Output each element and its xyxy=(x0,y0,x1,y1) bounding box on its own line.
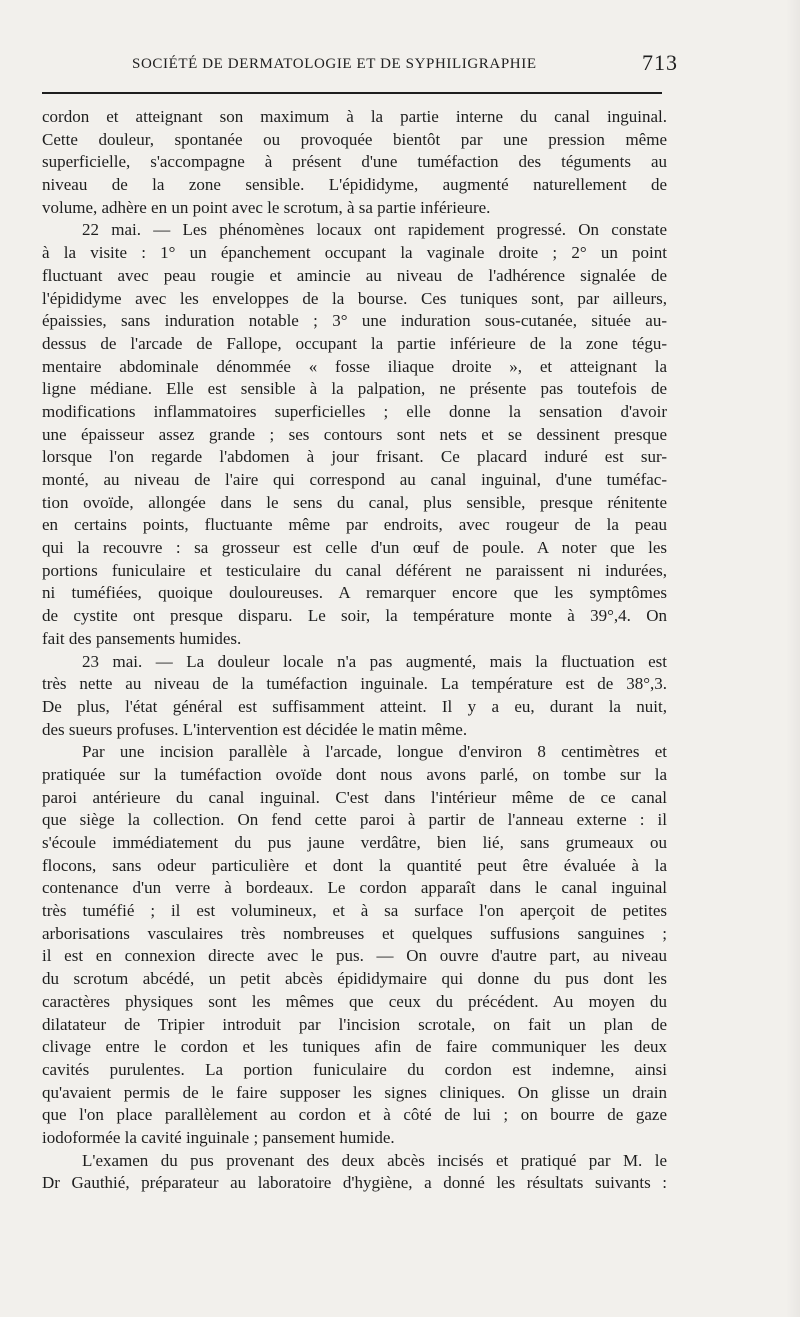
text-line: dessus de l'arcade de Fallope, occupant la partie inférieure de la zone tégu- xyxy=(42,333,667,353)
header-rule xyxy=(42,92,662,94)
text-line: cavités purulentes. La portion funiculaire du cordon est indemne, ainsi xyxy=(42,1059,667,1079)
text-line: ligne médiane. Elle est sensible à la palpation, ne présente pas toutefois de xyxy=(42,379,667,399)
text-line: iodoformée la cavité inguinale ; pansement humide. xyxy=(42,1127,395,1147)
text-line: modifications inflammatoires superficielles ; elle donne la sensation d'avoir xyxy=(42,401,667,421)
text-line: 22 mai. — Les phénomènes locaux ont rapidement progressé. On constate xyxy=(82,220,667,240)
text-line: volume, adhère en un point avec le scrotum, à sa partie inférieure. xyxy=(42,197,491,217)
text-line: épaissies, sans induration notable ; 3° une induration sous-cutanée, située au- xyxy=(42,311,667,331)
text-line: l'épididyme avec les enveloppes de la bourse. Ces tuniques sont, par ailleurs, xyxy=(42,288,667,308)
text-line: superficielle, s'accompagne à présent d'une tuméfaction des téguments au xyxy=(42,152,667,172)
text-line: L'examen du pus provenant des deux abcès incisés et pratiqué par M. le xyxy=(82,1150,667,1170)
text-line: fait des pansements humides. xyxy=(42,628,242,648)
text-line: caractères physiques sont les mêmes que ceux du précédent. Au moyen du xyxy=(42,991,667,1011)
text-line: dilatateur de Tripier introduit par l'incision scrotale, on fait un plan de xyxy=(42,1014,667,1034)
page-edge-shadow xyxy=(786,0,800,1317)
text-line: s'écoule immédiatement du pus jaune verdâtre, bien lié, sans grumeaux ou xyxy=(42,833,667,852)
text-line: monté, au niveau de l'aire qui correspond au canal inguinal, d'une tuméfac- xyxy=(42,470,667,489)
text-line: qui la recouvre : sa grosseur est celle d'un œuf de poule. A noter que les xyxy=(42,538,667,558)
running-title: SOCIÉTÉ DE DERMATOLOGIE ET DE SYPHILIGRAPHIE xyxy=(132,56,537,72)
text-line: tion ovoïde, allongée dans le sens du canal, plus sensible, presque rénitente xyxy=(42,492,667,512)
text-line: du scrotum abcédé, un petit abcès épididymaire qui donne du pus dont les xyxy=(42,969,667,989)
text-line: très nette au niveau de la tuméfaction inguinale. La température est de 38°,3. xyxy=(42,674,667,694)
text-line: en certains points, fluctuante même par endroits, avec rougeur de la peau xyxy=(42,515,667,535)
text-line: que siège la collection. On fend cette paroi à partir de l'anneau externe : il xyxy=(42,810,667,830)
text-line: mentaire abdominale dénommée « fosse iliaque droite », et atteignant la xyxy=(42,356,667,376)
text-line: une épaisseur assez grande ; ses contours sont nets et se dessinent presque xyxy=(42,424,667,444)
text-line: Dr Gauthié, préparateur au laboratoire d'hygiène, a donné les résultats suivants : xyxy=(42,1173,667,1193)
text-line: Cette douleur, spontanée ou provoquée bientôt par une pression même xyxy=(42,129,667,149)
text-line: ni tuméfiées, quoique douloureuses. A remarquer encore que les symptômes xyxy=(42,583,667,603)
text-line: qu'avaient permis de le faire supposer les signes cliniques. On glisse un drain xyxy=(42,1082,667,1102)
text-line: paroi antérieure du canal inguinal. C'est dans l'intérieur même de ce canal xyxy=(42,787,667,807)
text-line: De plus, l'état général est suffisamment atteint. Il y a eu, durant la nuit, xyxy=(42,696,667,716)
text-line: clivage entre le cordon et les tuniques afin de faire communiquer les deux xyxy=(42,1037,667,1057)
running-head xyxy=(42,46,678,82)
text-line: cordon et atteignant son maximum à la partie interne du canal inguinal. xyxy=(42,107,667,126)
text-line: 23 mai. — La douleur locale n'a pas augmenté, mais la fluctuation est xyxy=(82,651,667,671)
text-line: Par une incision parallèle à l'arcade, longue d'environ 8 centimètres et xyxy=(82,742,667,762)
text-line: il est en connexion directe avec le pus. — On ouvre d'autre part, au niveau xyxy=(42,946,667,966)
text-line: que l'on place parallèlement au cordon et à côté de lui ; on bourre de gaze xyxy=(42,1105,667,1125)
text-line: de cystite ont presque disparu. Le soir, la température monte à 39°,4. On xyxy=(42,606,667,626)
text-line: des sueurs profuses. L'intervention est décidée le matin même. xyxy=(42,719,468,739)
text-line: à la visite : 1° un épanchement occupant la vaginale droite ; 2° un point xyxy=(42,243,667,263)
body-text xyxy=(42,106,667,1195)
text-line: portions funiculaire et testiculaire du canal déférent ne paraissent ni indurées, xyxy=(42,560,667,580)
text-line: arborisations vasculaires très nombreuses et quelques suffusions sanguines ; xyxy=(42,923,667,943)
text-line: pratiquée sur la tuméfaction ovoïde dont nous avons parlé, on tombe sur la xyxy=(42,764,667,784)
text-line: contenance d'un verre à bordeaux. Le cordon apparaît dans le canal inguinal xyxy=(42,878,667,898)
text-line: flocons, sans odeur particulière et dont la quantité peut être évaluée à la xyxy=(42,855,667,875)
text-line: fluctuant avec peau rougie et amincie au niveau de l'adhérence signalée de xyxy=(42,265,667,285)
text-line: lorsque l'on regarde l'abdomen à jour frisant. Ce placard induré est sur- xyxy=(42,447,667,467)
text-line: très tuméfié ; il est volumineux, et à sa surface l'on aperçoit de petites xyxy=(42,901,667,921)
text-line: niveau de la zone sensible. L'épididyme, augmenté naturellement de xyxy=(42,175,667,195)
page-number: 713 xyxy=(642,50,678,75)
